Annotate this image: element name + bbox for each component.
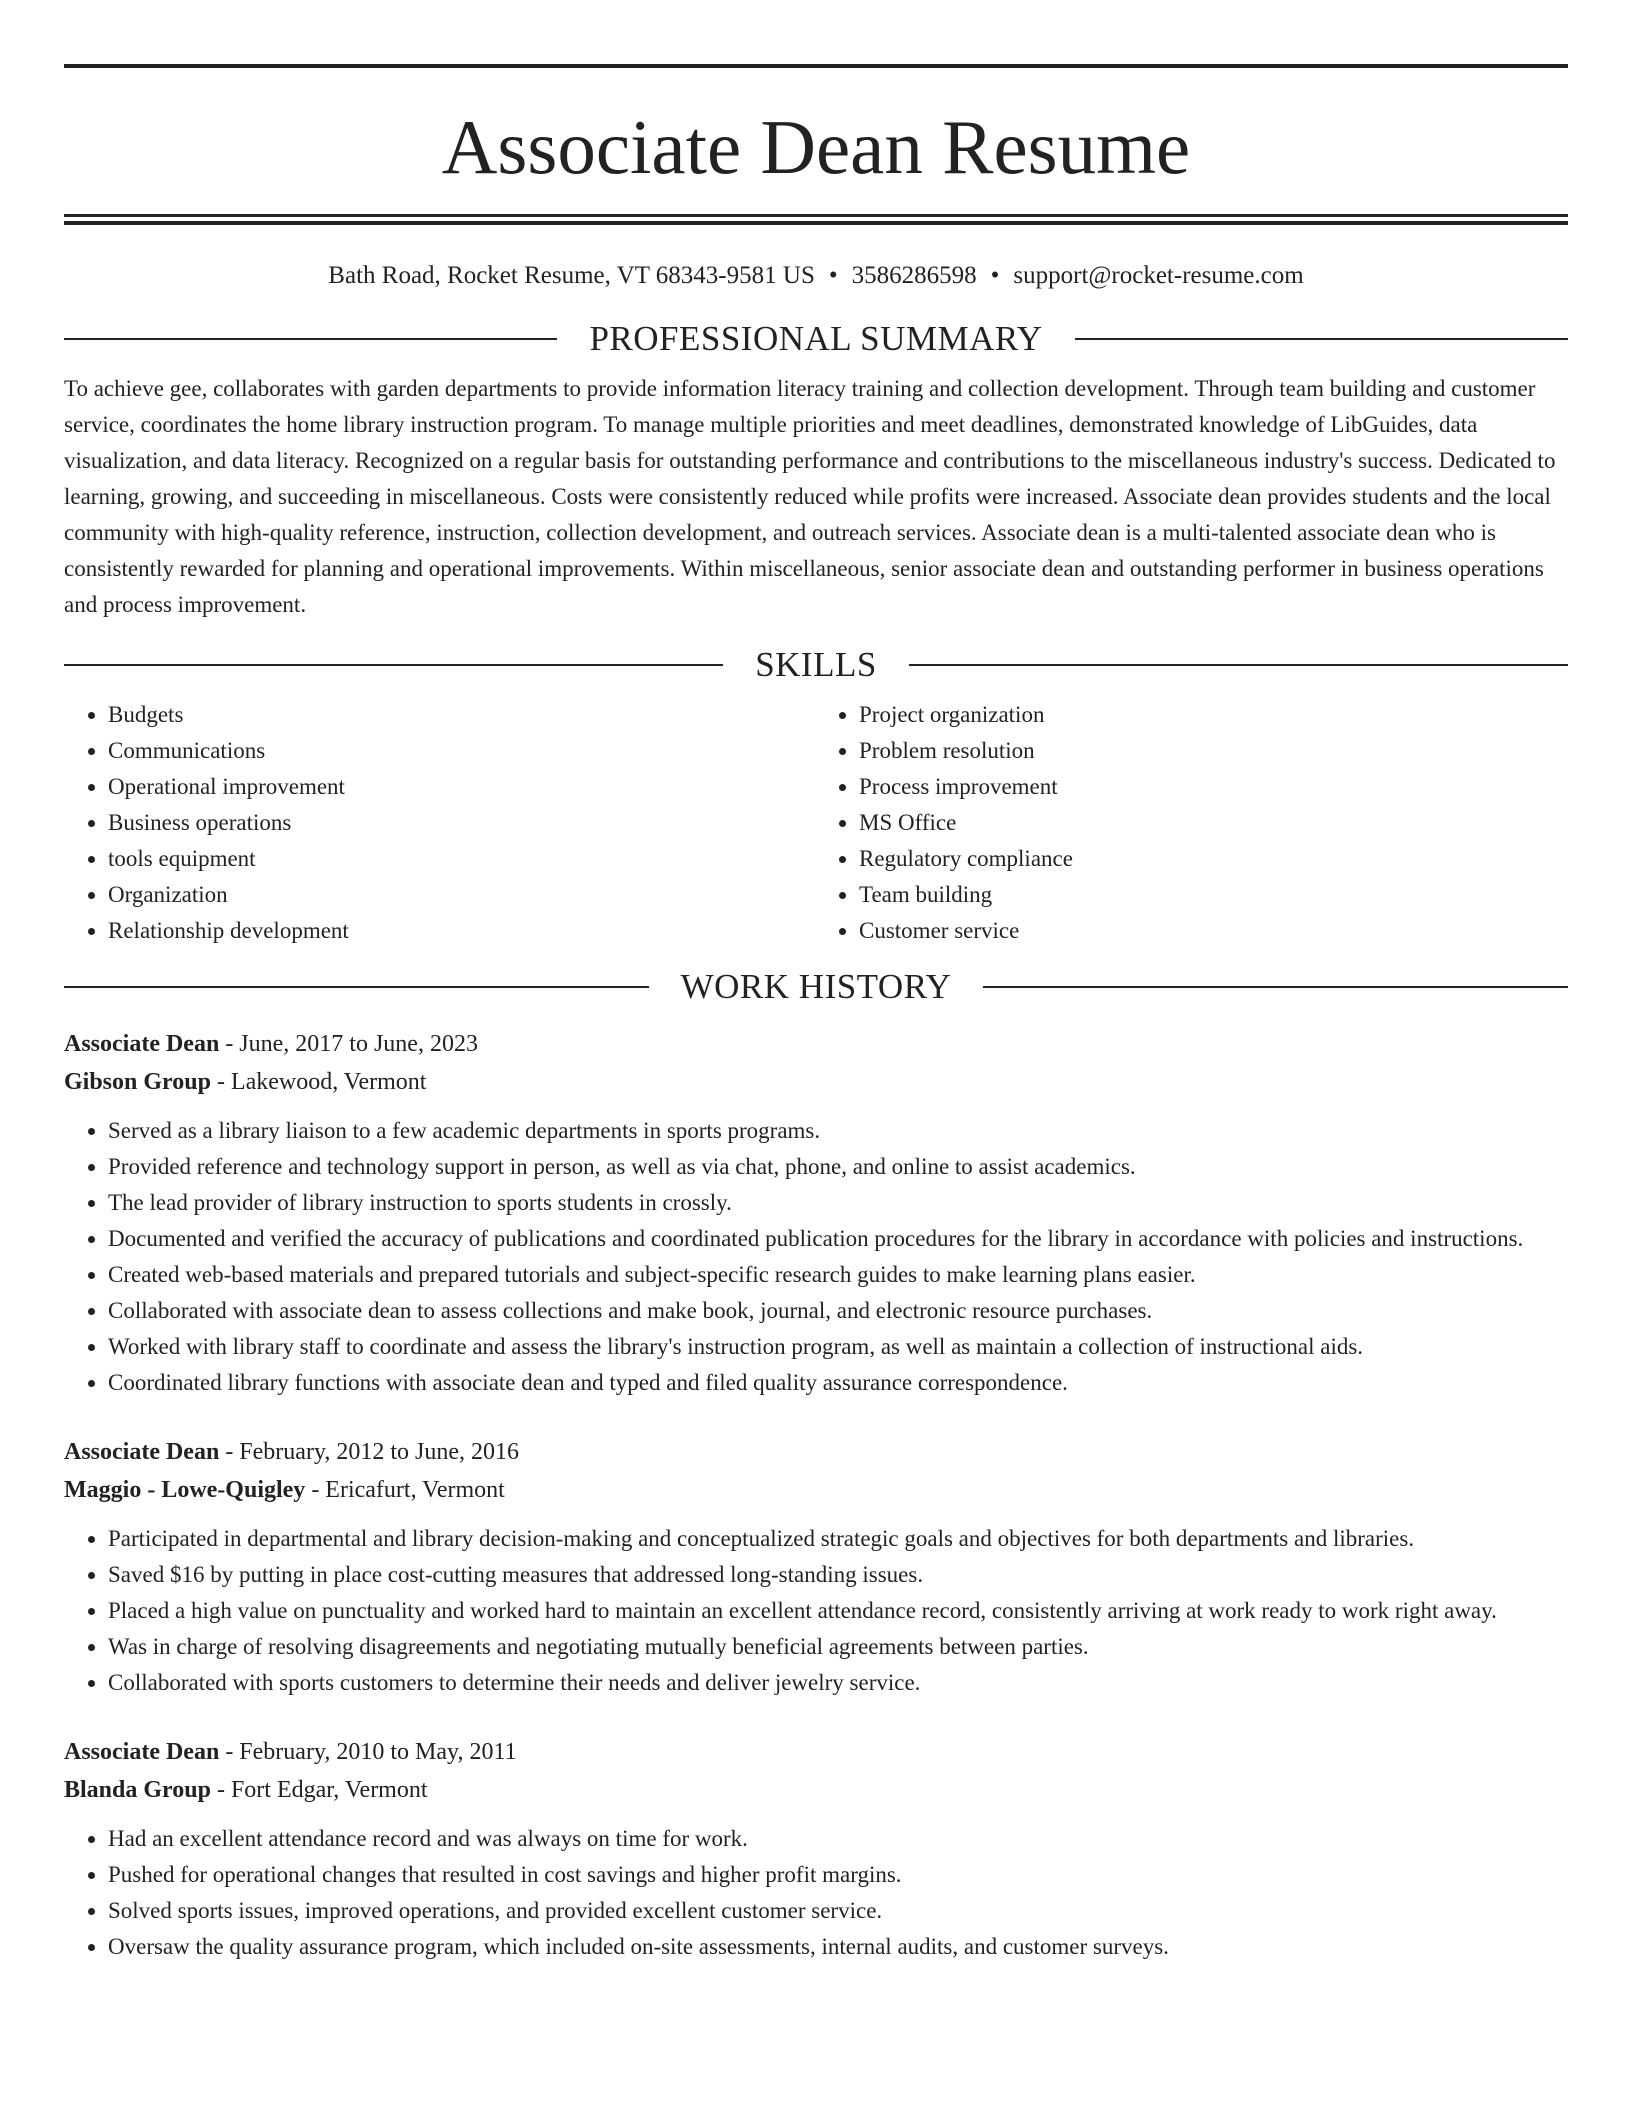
job-bullet: • Documented and verified the accuracy of publications and coordinated publication procedures for the library in accordance with policies and instructions.	[108, 1221, 1568, 1257]
skill-item: • Operational improvement	[108, 769, 817, 805]
job-bullet: • Provided reference and technology support in person, as well as via chat, phone, and online to assist academics.	[108, 1149, 1568, 1185]
heading-rule	[64, 986, 649, 988]
job-company: Blanda Group	[64, 1777, 211, 1803]
section-heading-label: WORK HISTORY	[680, 967, 952, 1006]
job-company: Maggio - Lowe-Quigley	[64, 1477, 306, 1503]
skill-item: • Communications	[108, 733, 817, 769]
job-company-line	[64, 1771, 1568, 1809]
contact-phone: 3586286598	[851, 262, 977, 289]
skill-item: • Budgets	[108, 697, 817, 733]
heading-rule	[64, 664, 723, 666]
job-bullets	[64, 1821, 1568, 1965]
job-bullet: • Pushed for operational changes that resulted in cost savings and higher profit margins.	[108, 1857, 1568, 1893]
heading-rule	[1075, 338, 1568, 340]
resume-page	[64, 64, 1568, 1965]
heading-rule	[983, 986, 1568, 988]
job-company-line	[64, 1471, 1568, 1509]
skill-item: • Regulatory compliance	[859, 841, 1568, 877]
job-bullet: • Created web-based materials and prepared tutorials and subject-specific research guides to make learning plans easier.	[108, 1257, 1568, 1293]
job-bullet: • Collaborated with associate dean to assess collections and make book, journal, and electronic resource purchases.	[108, 1293, 1568, 1329]
skill-item: • MS Office	[859, 805, 1568, 841]
job-title: Associate Dean	[64, 1439, 220, 1465]
job-location: - Ericafurt, Vermont	[305, 1477, 505, 1503]
job-title-line	[64, 1433, 1568, 1471]
skill-item: • tools equipment	[108, 841, 817, 877]
job-bullet: • Served as a library liaison to a few academic departments in sports programs.	[108, 1113, 1568, 1149]
job-bullet: • Solved sports issues, improved operations, and provided excellent customer service.	[108, 1893, 1568, 1929]
section-heading-skills	[64, 643, 1568, 687]
job-bullet: • Oversaw the quality assurance program, which included on-site assessments, internal audits, and customer surveys.	[108, 1929, 1568, 1965]
summary-text: To achieve gee, collaborates with garden departments to provide information literacy training and collection development. Through team building and customer service, coordinates the home library instruction program. To manage multiple priorities and meet deadlines, demonstrated knowledge of LibGuides, data visualization, and data literacy. Recognized on a regular basis for outstanding performance and contributions to the miscellaneous industry's success. Dedicated to learning, growing, and succeeding in miscellaneous. Costs were consistently reduced while profits were increased. Associate dean provides students and the local community with high-quality reference, instruction, collection development, and outreach services. Associate dean is a multi-talented associate dean who is consistently rewarded for planning and operational improvements. Within miscellaneous, senior associate dean and outstanding performer in business operations and process improvement.	[64, 376, 1556, 617]
contact-address: Bath Road, Rocket Resume, VT 68343-9581 US	[328, 262, 815, 289]
job-bullet: • Participated in departmental and library decision-making and conceptualized strategic goals and objectives for both departments and libraries.	[108, 1521, 1568, 1557]
heading-rule	[909, 664, 1568, 666]
job-bullet: • Placed a high value on punctuality and worked hard to maintain an excellent attendance record, consistently arriving at work ready to work right away.	[108, 1593, 1568, 1629]
section-heading-label: PROFESSIONAL SUMMARY	[589, 319, 1043, 358]
page-title: Associate Dean Resume	[441, 104, 1191, 190]
job-dates: - February, 2010 to May, 2011	[219, 1739, 517, 1765]
contact-email: support@rocket-resume.com	[1013, 262, 1304, 289]
skill-item: • Team building	[859, 877, 1568, 913]
job-bullet: • Collaborated with sports customers to determine their needs and deliver jewelry service.	[108, 1665, 1568, 1701]
skills-column-right	[817, 697, 1568, 949]
job-dates: - June, 2017 to June, 2023	[219, 1031, 478, 1057]
job-title-line	[64, 1733, 1568, 1771]
contact-line	[64, 261, 1568, 291]
contact-separator: •	[828, 262, 838, 289]
section-heading-label: SKILLS	[755, 645, 877, 684]
skill-item: • Business operations	[108, 805, 817, 841]
job-entry	[64, 1025, 1568, 1401]
job-bullets	[64, 1113, 1568, 1401]
job-dates: - February, 2012 to June, 2016	[219, 1439, 520, 1465]
section-heading-work-history	[64, 965, 1568, 1009]
skill-item: • Relationship development	[108, 913, 817, 949]
job-bullet: • The lead provider of library instruction to sports students in crossly.	[108, 1185, 1568, 1221]
top-rule	[64, 64, 1568, 68]
job-entry	[64, 1433, 1568, 1701]
skill-item: • Problem resolution	[859, 733, 1568, 769]
skill-item: • Customer service	[859, 913, 1568, 949]
job-location: - Fort Edgar, Vermont	[210, 1777, 428, 1803]
skills-list	[64, 697, 1568, 949]
section-heading-summary	[64, 317, 1568, 361]
title-double-rule	[64, 214, 1568, 225]
job-bullet: • Had an excellent attendance record and was always on time for work.	[108, 1821, 1568, 1857]
job-bullet: • Was in charge of resolving disagreements and negotiating mutually beneficial agreements between parties.	[108, 1629, 1568, 1665]
job-title-line	[64, 1025, 1568, 1063]
heading-rule	[64, 338, 557, 340]
job-bullet: • Worked with library staff to coordinate and assess the library's instruction program, as well as maintain a collection of instructional aids.	[108, 1329, 1568, 1365]
skill-item: • Project organization	[859, 697, 1568, 733]
job-company-line	[64, 1063, 1568, 1101]
skills-column-left	[64, 697, 817, 949]
job-entry	[64, 1733, 1568, 1965]
job-company: Gibson Group	[64, 1069, 211, 1095]
job-bullets	[64, 1521, 1568, 1701]
job-title: Associate Dean	[64, 1031, 220, 1057]
skill-item: • Organization	[108, 877, 817, 913]
skill-item: • Process improvement	[859, 769, 1568, 805]
job-title: Associate Dean	[64, 1739, 220, 1765]
job-bullet: • Saved $16 by putting in place cost-cutting measures that addressed long-standing issues.	[108, 1557, 1568, 1593]
job-bullet: • Coordinated library functions with associate dean and typed and filed quality assurance correspondence.	[108, 1365, 1568, 1401]
contact-separator: •	[990, 262, 1000, 289]
job-location: - Lakewood, Vermont	[210, 1069, 427, 1095]
